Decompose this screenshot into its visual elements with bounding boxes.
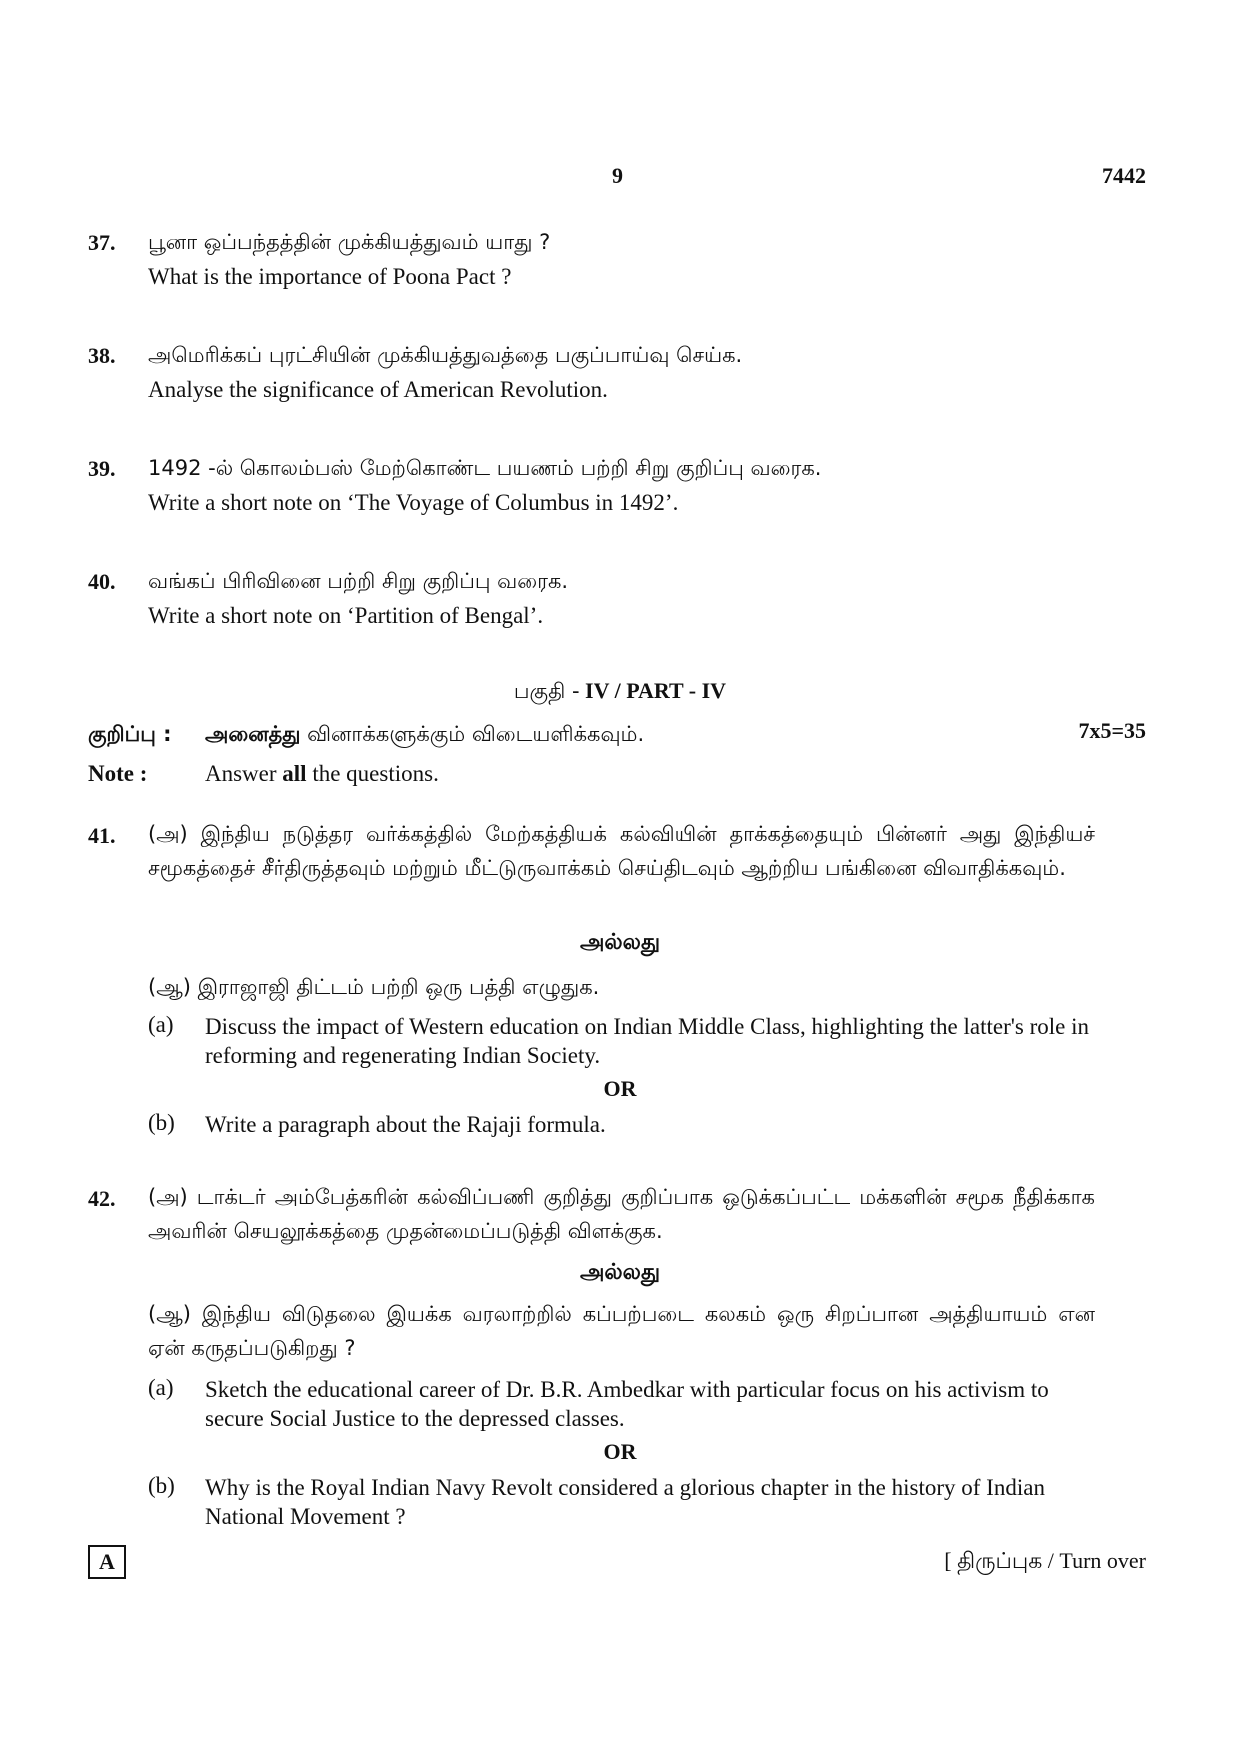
note-label-tamil: குறிப்பு : (88, 722, 172, 746)
question-42-b-label: (b) (148, 1473, 175, 1498)
part-heading (0, 678, 1240, 706)
part-heading-english: IV / PART - IV (585, 678, 727, 703)
question-english: Analyse the significance of American Revolution. (148, 377, 608, 402)
note-text (205, 761, 439, 787)
note-tamil-rest: வினாக்களுக்கும் விடையளிக்கவும். (307, 722, 645, 746)
question-english: Write a short note on ‘The Voyage of Columbus in 1492’. (148, 490, 679, 515)
question-42-number: 42. (88, 1186, 116, 1211)
question-42-b-english: Why is the Royal Indian Navy Revolt considered a glorious chapter in the history of Indian National Movement ? (205, 1475, 1045, 1529)
question-tamil: 1492 -ல் கொலம்பஸ் மேற்கொண்ட பயணம் பற்றி சிறு குறிப்பு வரைக. (148, 456, 822, 480)
question-tamil: பூனா ஒப்பந்தத்தின் முக்கியத்துவம் யாது ? (148, 230, 551, 254)
question-number: 39. (88, 456, 116, 481)
question-41-or-english: OR (603, 1076, 637, 1101)
question-41-a-english: Discuss the impact of Western education on Indian Middle Class, highlighting the latter's role in reforming and regenerating Indian Society. (205, 1014, 1090, 1068)
question-41-b-tamil: (ஆ) இராஜாஜி திட்டம் பற்றி ஒரு பத்தி எழுதுக. (148, 975, 600, 999)
question-english: Write a short note on ‘Partition of Bengal’. (148, 603, 544, 628)
question-42-a-english: Sketch the educational career of Dr. B.R. Ambedkar with particular focus on his activism to secure Social Justice to the depressed classes. (205, 1377, 1049, 1431)
part-heading-tamil: பகுதி - (513, 679, 580, 703)
question-english: What is the importance of Poona Pact ? (148, 264, 512, 289)
question-41-number: 41. (88, 823, 116, 848)
question-tamil: அமெரிக்கப் புரட்சியின் முக்கியத்துவத்தை பகுப்பாய்வு செய்க. (148, 343, 743, 367)
note-tamil-emphasis: அனைத்து (205, 722, 301, 746)
question-42-or-english: OR (603, 1439, 637, 1464)
question-42-a-tamil: (அ) டாக்டர் அம்பேத்கரின் கல்விப்பணி குறித்து குறிப்பாக ஒடுக்கப்பட்ட மக்களின் சமூக நீதிக்காக அவரின் செயலூக்கத்தை முதன்மைப்படுத்தி விளக்குக. (148, 1185, 1095, 1243)
note-text-pre: Answer (205, 761, 277, 786)
page-number: 9 (612, 163, 623, 188)
question-41-b-english: Write a paragraph about the Rajaji formula. (205, 1112, 606, 1137)
question-number: 38. (88, 343, 116, 368)
question-41-or-tamil: அல்லது (579, 930, 661, 955)
question-41-a-label: (a) (148, 1012, 174, 1037)
note-label: Note : (88, 761, 148, 786)
question-number: 40. (88, 569, 116, 594)
question-42-b-tamil: (ஆ) இந்திய விடுதலை இயக்க வரலாற்றில் கப்பற்படை கலகம் ஒரு சிறப்பான அத்தியாயம் என ஏன் கருதப்படுகிறது ? (148, 1302, 1095, 1360)
question-41-a-tamil: (அ) இந்திய நடுத்தர வர்க்கத்தில் மேற்கத்தியக் கல்வியின் தாக்கத்தையும் பின்னர் அது இந்தியச் சமூகத்தைச் சீர்திருத்தவும் மற்றும் மீட்டுருவாக்கம் செய்திடவும் ஆற்றிய பங்கினை விவாதிக்கவும். (148, 822, 1095, 880)
paper-code: 7442 (1102, 163, 1146, 188)
marks-allocation: 7x5=35 (1078, 718, 1146, 743)
question-42-a-label: (a) (148, 1375, 174, 1400)
question-42-or-tamil: அல்லது (579, 1260, 661, 1285)
note-text-post: the questions. (312, 761, 439, 786)
question-tamil: வங்கப் பிரிவினை பற்றி சிறு குறிப்பு வரைக. (148, 569, 569, 593)
note-text-emphasis: all (282, 761, 307, 786)
question-41-b-label: (b) (148, 1110, 175, 1135)
note-text-tamil (205, 722, 644, 749)
question-number: 37. (88, 230, 116, 255)
turn-over-label: [ திருப்புக / Turn over (944, 1548, 1146, 1573)
version-box: A (88, 1545, 126, 1579)
